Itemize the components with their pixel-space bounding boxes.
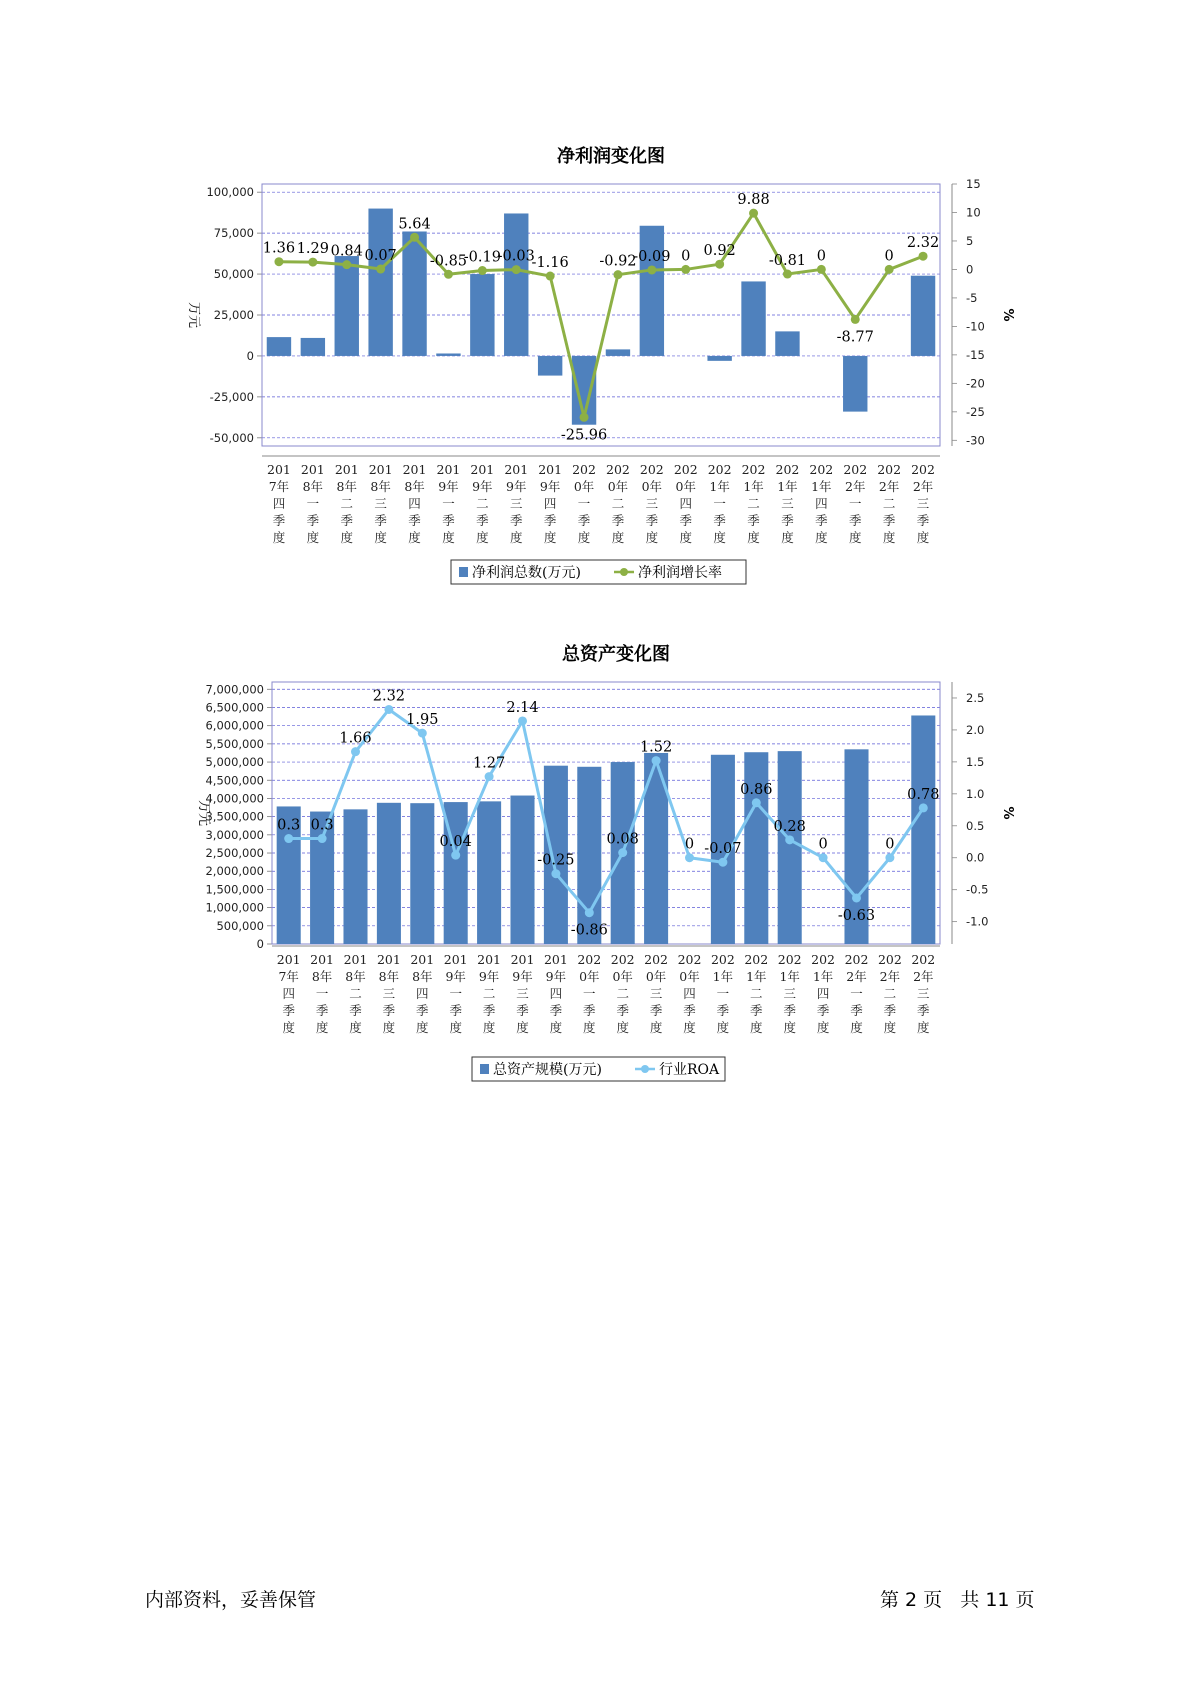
line-point [613,270,622,279]
x-tick-label: 202 2年二季度 [877,952,902,1035]
data-label: -0.07 [704,841,742,858]
legend-line-marker [620,568,628,576]
bar [510,796,534,944]
line-point [518,716,527,725]
x-tick-label: 202 1年一季度 [710,952,735,1035]
x-tick-label: 202 1年四季度 [811,952,836,1035]
x-tick-label: 202 0年四季度 [677,952,702,1035]
bar [301,338,325,356]
y2-tick-label: -5 [966,290,978,305]
data-label: 5.64 [398,216,431,233]
data-label: 0 [885,836,895,853]
line-point [919,803,928,812]
y-tick-label: 100,000 [206,185,254,200]
x-tick-label: 201 8年三季度 [368,462,393,545]
line-point [308,258,317,267]
y2-tick-label: -15 [966,347,985,362]
x-tick-label: 202 2年三季度 [911,952,936,1035]
y-tick-label: 3,500,000 [205,809,264,824]
data-label: 0 [884,248,894,265]
x-tick-label: 201 9年三季度 [510,952,535,1035]
x-tick-label: 201 8年四季度 [402,462,427,545]
y-tick-label: 4,500,000 [205,773,264,788]
bar [741,281,765,356]
x-tick-label: 202 0年三季度 [639,462,664,545]
x-tick-label: 201 7年四季度 [267,462,291,545]
line-point [647,265,656,274]
line-point [685,853,694,862]
net-profit-chart [0,130,1191,600]
bar [368,209,392,356]
bar [504,213,528,355]
bar [538,356,562,376]
line-point [852,893,861,902]
data-label: 0.08 [606,831,639,848]
data-label: 1.27 [472,755,506,772]
x-tick-label: 201 9年一季度 [443,952,468,1035]
y-tick-label: 5,000,000 [205,755,264,770]
x-tick-label: 201 9年四季度 [538,462,563,545]
data-label: 1.66 [339,730,372,747]
legend-line-label: 净利润增长率 [638,565,722,581]
line-point [274,257,283,266]
footer-left-text: 内部资料，妥善保管 [145,1589,317,1611]
bar [335,256,359,356]
y-tick-label: -25,000 [209,389,254,404]
bar [477,801,501,944]
data-label: -1.16 [531,255,569,272]
y-tick-label: 3,000,000 [205,827,264,842]
x-tick-label: 201 8年一季度 [310,952,335,1035]
x-tick-label: 202 0年四季度 [673,462,698,545]
total-assets-chart [0,630,1191,1100]
line-point [512,265,521,274]
bar [402,231,426,355]
x-tick-label: 202 1年三季度 [775,462,800,545]
x-tick-label: 202 1年四季度 [809,462,834,545]
y-tick-label: 25,000 [213,308,254,322]
bar [911,715,935,944]
data-label: 0.04 [439,834,472,851]
legend-line-label: 行业ROA [659,1062,720,1078]
y-tick-label: 0 [246,348,254,363]
y-tick-label: 2,000,000 [205,864,264,879]
y2-axis-label: % [1000,308,1015,322]
data-label: 0.07 [364,248,397,265]
bar [843,356,867,412]
line-point [885,853,894,862]
y2-tick-label: 1.5 [966,754,985,769]
x-tick-label: 201 9年三季度 [504,462,529,545]
line-point [551,869,560,878]
y-tick-label: 1,500,000 [205,882,264,897]
chart-title: 总资产变化图 [562,644,670,665]
x-tick-label: 201 8年一季度 [300,462,325,545]
x-tick-label: 202 1年二季度 [744,952,769,1035]
x-tick-label: 202 2年一季度 [844,952,869,1035]
data-label: 0 [816,248,826,265]
y-tick-label: 2,500,000 [205,846,264,861]
y2-axis-label: % [1000,806,1015,820]
bar [436,353,460,355]
bar [377,803,401,944]
data-label: 0.86 [740,781,773,798]
data-label: 1.52 [639,739,673,756]
data-label: -25.96 [560,427,608,444]
y2-tick-label: -20 [966,376,985,391]
y-tick-label: 6,000,000 [205,718,264,733]
x-tick-label: 202 0年三季度 [644,952,669,1035]
x-tick-label: 202 1年三季度 [777,952,802,1035]
y2-tick-label: -30 [966,433,985,448]
bar [775,331,799,356]
y2-tick-label: 10 [966,205,981,220]
line-point [410,233,419,242]
y2-tick-label: 1.0 [966,786,985,801]
data-label: -0.09 [633,248,671,265]
x-tick-label: 201 8年二季度 [343,952,368,1035]
y-tick-label: 4,000,000 [205,791,264,806]
legend-bar-swatch [480,1064,489,1074]
y-tick-label: -50,000 [209,430,254,445]
x-tick-label: 201 9年二季度 [477,952,502,1035]
line-point [785,835,794,844]
data-label: 2.32 [906,235,940,252]
data-label: 0.3 [277,817,301,834]
chart-title: 净利润变化图 [557,146,665,167]
footer-page-number [880,1585,1035,1612]
bar [640,226,664,356]
line-point [580,413,589,422]
y-tick-label: 0 [256,937,264,951]
y2-tick-label: 0.5 [966,818,985,833]
y2-tick-label: 5 [966,233,974,248]
x-tick-label: 201 8年四季度 [410,952,435,1035]
line-point [749,209,758,218]
data-label: -0.92 [599,253,637,270]
line-point [444,270,453,279]
x-tick-label: 202 2年二季度 [877,462,902,545]
line-point [478,266,487,275]
data-label: 1.36 [262,240,296,257]
bar [778,751,802,944]
y2-tick-label: 15 [966,177,981,191]
y-tick-label: 500,000 [216,918,264,933]
data-label: -8.77 [836,329,874,346]
bar [911,276,935,356]
line-point [652,756,661,765]
line-point [342,260,351,269]
bar [707,356,731,361]
x-tick-label: 202 1年二季度 [741,462,766,545]
line-point [384,705,393,714]
x-tick-label: 202 0年一季度 [577,952,602,1035]
line-point [752,798,761,807]
legend-bar-label: 净利润总数(万元) [472,565,581,581]
legend-bar-label: 总资产规模(万元) [493,1062,602,1078]
data-label: -0.85 [429,253,468,270]
data-label: 1.95 [406,712,439,729]
line-point [284,834,293,843]
x-tick-label: 201 8年二季度 [334,462,359,545]
x-tick-label: 202 0年二季度 [610,952,635,1035]
x-tick-label: 201 9年四季度 [543,952,568,1035]
y2-tick-label: -1.0 [966,914,989,929]
y2-tick-label: 2.0 [966,722,985,737]
legend [451,560,746,584]
legend-line-marker [641,1065,649,1073]
bar [267,337,291,356]
line-point [819,853,828,862]
y2-tick-label: 0 [966,262,974,277]
line-point [351,747,360,756]
line-point [715,260,724,269]
y2-tick-label: -0.5 [966,882,989,897]
line-point [451,851,460,860]
x-tick-label: 201 7年四季度 [276,952,301,1035]
line-point [546,272,555,281]
line-point [376,265,385,274]
x-tick-label: 201 9年一季度 [436,462,461,545]
data-label: -0.25 [537,852,575,869]
x-tick-label: 201 8年三季度 [376,952,401,1035]
data-label: 0 [818,836,828,853]
y-tick-label: 5,500,000 [205,736,264,751]
data-label: 0 [681,248,691,265]
y-axis-label: 万元 [196,799,211,827]
line-point [418,729,427,738]
data-label: -0.81 [768,253,807,270]
x-tick-label: 202 0年二季度 [606,462,630,545]
x-tick-label: 202 1年一季度 [707,462,732,545]
data-label: 0 [684,836,695,853]
line-point [885,265,894,274]
bar [470,274,494,356]
bar [410,803,434,944]
y-tick-label: 7,000,000 [205,682,264,697]
data-label: -0.03 [497,248,535,265]
line-point [919,252,928,261]
y-tick-label: 1,000,000 [205,900,264,915]
data-label: -0.19 [463,249,501,266]
x-tick-label: 202 2年一季度 [843,462,868,545]
footer-confidential-note [145,1585,316,1612]
x-tick-label: 202 0年一季度 [572,462,596,545]
data-label: 9.88 [737,192,770,209]
footer-page-text: 第 2 页 共 11 页 [880,1589,1035,1611]
line-point [718,858,727,867]
data-label: 2.32 [372,688,406,705]
y2-tick-label: -10 [966,319,985,334]
x-tick-label: 202 2年三季度 [911,462,935,545]
line-point [485,772,494,781]
y2-tick-label: -25 [966,404,985,419]
line-point [783,270,792,279]
data-label: 1.29 [296,241,329,258]
y2-tick-label: 2.5 [966,690,985,705]
bar [577,767,601,944]
data-label: 0.3 [310,817,334,834]
line-point [817,265,826,274]
line-point [618,848,627,857]
y-tick-label: 75,000 [213,226,254,241]
y-axis-label: 万元 [186,301,201,329]
plot-area-frame [272,682,940,944]
legend [472,1057,725,1081]
line-point [318,834,327,843]
y-tick-label: 50,000 [213,267,254,282]
y2-tick-label: 0.0 [966,850,985,865]
data-label: 0.92 [703,243,736,260]
data-label: -0.86 [570,922,608,939]
line-point [681,265,690,274]
bar [343,809,367,944]
line-point [585,908,594,917]
y-tick-label: 6,500,000 [205,700,264,715]
x-tick-label: 201 9年二季度 [470,462,495,545]
line-point [851,315,860,324]
data-label: 0.28 [773,818,806,835]
data-label: 2.14 [506,699,539,716]
data-label: 0.78 [907,786,940,803]
bar [606,349,630,356]
data-label: -0.63 [837,907,876,924]
data-label: 0.84 [330,243,363,260]
legend-bar-swatch [459,567,468,577]
